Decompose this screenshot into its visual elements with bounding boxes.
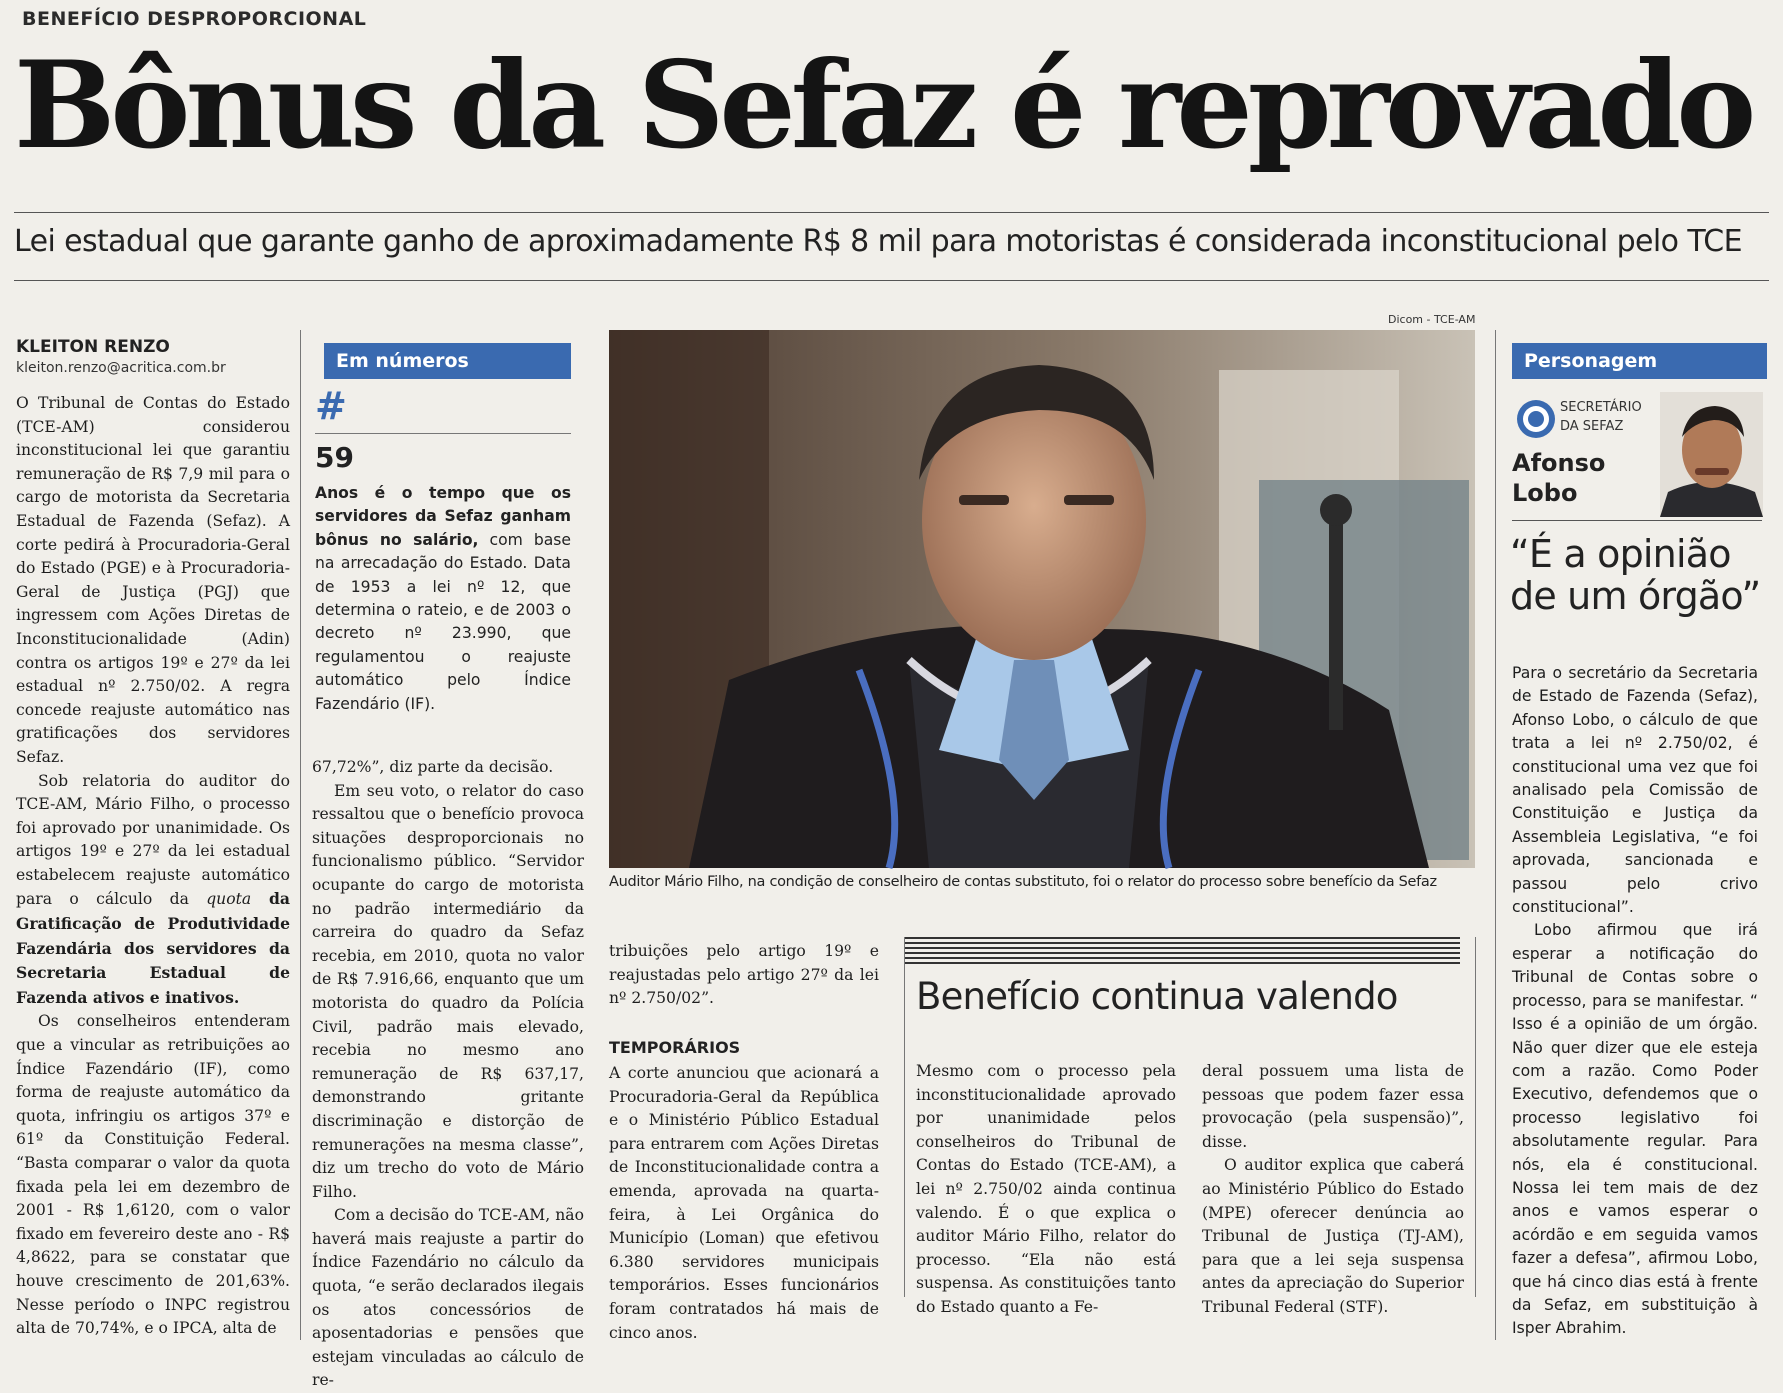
sub-rule [14,280,1769,281]
personagem-role: SECRETÁRIO DA SEFAZ [1560,400,1642,434]
em-numeros-label: Em números [324,343,571,379]
photo-caption: Auditor Mário Filho, na condição de conselheiro de contas substituto, foi o relator do processo sobre benefício da Sefaz [609,874,1437,890]
em-numeros-rule [315,433,571,434]
personagem-paragraph-2: Lobo afirmou que irá esperar a notificação do Tribunal de Contas sobre o processo, para se manifestar. “ Isso é a opinião de um órgão. Não quer dizer que ele esteja com a razão. Como Poder Executivo, defendemos que o processo legislativo foi absolutamente regular. Para nós, ela é constitucional. Nossa lei tem mais de dez anos e vamos esperar o acórdão e em seguida vamos fazer a defesa”, afirmou Lobo, que há cinco dias está à frente da Sefaz, em substituição à Isper Abrahim. [1512,921,1758,1338]
photo-credit: Dicom - TCE-AM [1388,313,1476,326]
hash-icon: # [315,384,347,428]
col3-paragraph-1: tribuições pelo artigo 19º e reajustadas pelo artigo 27º da lei nº 2.750/02”. [609,942,879,1008]
author-email[interactable]: kleiton.renzo@acritica.com.br [16,360,226,376]
box-paragraph-1: Mesmo com o processo pela inconstitucionalidade aprovado por unanimidade pelos conselheiros do Tribunal de Contas do Estado (TCE-AM), a lei nº 2.750/02 ainda continua valendo. É o que explica o auditor Mário Filho, relator do processo. “Ela não está suspensa. As constituições tanto do Estado quanto a Fe- [916,1062,1176,1316]
col2-paragraph-1: 67,72%”, diz parte da decisão. [312,758,554,776]
personagem-quote: “É a opinião de um órgão” [1510,532,1761,618]
personagem-rule [1512,520,1762,521]
col3-paragraph-2: A corte anunciou que acionará a Procuradoria-Geral da República e o Ministério Público Estadual para entrarem com Ações Diretas de Inconstitucionalidade contra a emenda, aprovada na quarta-feira, à Lei Orgânica do Município (Loman) que efetivou 6.380 servidores municipais temporários. Esses funcionários foram contratados há mais de cinco anos. [609,1064,879,1342]
personagem-paragraph-1: Para o secretário da Secretaria de Estado de Fazenda (Sefaz), Afonso Lobo, o cálculo de que trata a lei nº 2.750/02, é constitucional uma vez que foi analisado pela Comissão de Constituição e Justiça da Assembleia Legislativa, “e foi aprovada, sancionada e passou pelo crivo constitucional”. [1512,664,1758,917]
column-3-cont [609,1062,879,1342]
author-name: KLEITON RENZO [16,337,170,357]
personagem-text [1512,662,1758,1342]
kicker: BENEFÍCIO DESPROPORCIONAL [22,8,367,30]
box-header-lines [905,937,1460,967]
top-rule [14,212,1769,213]
headline: Bônus da Sefaz é reprovado [14,35,1752,176]
box-paragraph-2: deral possuem uma lista de pessoas que podem fazer essa provocação (pela suspensão)”, disse. [1202,1062,1464,1151]
column-1 [16,392,290,1342]
col1-paragraph-1: O Tribunal de Contas do Estado (TCE-AM) considerou inconstitucional lei que garantiu remuneração de R$ 7,9 mil para o cargo de motorista da Secretaria Estadual de Fazenda (Sefaz). A corte pedirá à Procuradoria-Geral do Estado (PGE) e à Procuradoria-Geral de Justiça (PGJ) que ingressem com Ações Diretas de Inconstitucionalidade (Adin) contra os artigos 19º e 27º da lei estadual nº 2.750/02. A regra concede reajuste automático nas gratificações dos servidores Sefaz. [16,394,290,766]
box-left-border [904,937,905,1297]
box-column-2 [1202,1060,1464,1316]
personagem-label: Personagem [1512,343,1767,379]
em-numeros-text: Anos é o tempo que os servidores da Sefaz ganham bônus no salário, com base na arrecadação do Estado. Data de 1953 a lei nº 12, que determina o rateio, e de 2003 o decreto nº 23.990, que regulamentou o reajuste automático pelo Índice Fazendário (IF). [315,484,571,713]
auditor-photo [609,330,1475,868]
gratification-text: da Gratificação de Produtividade Fazendária dos servidores da Secretaria Estadual de Fazenda ativos e inativos. [16,889,290,1007]
col1-paragraph-2: Sob relatoria do auditor do TCE-AM, Mário Filho, o processo foi aprovado por unanimidade. Os artigos 19º e 27º da lei estadual estabelecem reajuste automático para o cálculo da quota da Gratificação de Produtividade Fazendária dos servidores da Secretaria Estadual de Fazenda ativos e inativos. [16,771,290,1007]
personagem-divider [1495,330,1496,1340]
column-2 [312,756,584,1390]
column-divider [300,330,301,1340]
col2-paragraph-2: Em seu voto, o relator do caso ressaltou que o benefício provoca situações desproporcionais no funcionalismo público. “Servidor ocupante do cargo de motorista no padrão intermediário da carreira do quadro da Sefaz recebia, em 2010, quota no valor de R$ 7.916,66, enquanto que um motorista do quadro da Polícia Civil, padrão mais elevado, recebia no mesmo ano remuneração de R$ 637,17, demonstrando gritante discriminação e distorção de remunerações na mesma classe”, diz um trecho do voto de Mário Filho. [312,781,584,1201]
col1-paragraph-3: Os conselheiros entenderam que a vincular as retribuições ao Índice Fazendário (IF), como forma de reajuste automático da quota, infringiu os artigos 37º e 61º da Constituição Federal. “Basta comparar o valor da quota fixada pela lei em dezembro de 2001 - R$ 1,6120, com o valor fixado em fevereiro deste ano - R$ 4,8622, para se constatar que houve crescimento de 201,63%. Nesse período o INPC registrou alta de 70,74%, e o IPCA, alta de [16,1012,290,1338]
em-numeros-box [315,343,571,716]
box-right-border [1475,937,1476,1297]
subheadline: Lei estadual que garante ganho de aproximadamente R$ 8 mil para motoristas é considerada inconstitucional pelo TCE [14,224,1742,259]
em-numeros-number: 59 [315,441,354,474]
col2-paragraph-3: Com a decisão do TCE-AM, não haverá mais reajuste a partir do Índice Fazendário no cálculo da quota, “e serão declarados ilegais os atos concessórios de aposentadorias e pensões que estejam vinculadas ao cálculo de re- [312,1206,584,1390]
section-subtitle: TEMPORÁRIOS [609,1038,741,1057]
box-title: Benefício continua valendo [916,975,1398,1018]
quota-word: quota [206,890,252,909]
target-icon [1515,398,1557,440]
personagem-name: Afonso Lobo [1512,449,1606,507]
box-column-1 [916,1060,1176,1316]
afonso-lobo-photo [1660,392,1763,517]
box-paragraph-3: O auditor explica que caberá ao Ministério Público do Estado (MPE) oferecer denúncia ao Tribunal de Justiça (TJ-AM), para que a lei seja suspensa antes da apreciação do Superior Tribunal Federal (STF). [1202,1156,1464,1316]
